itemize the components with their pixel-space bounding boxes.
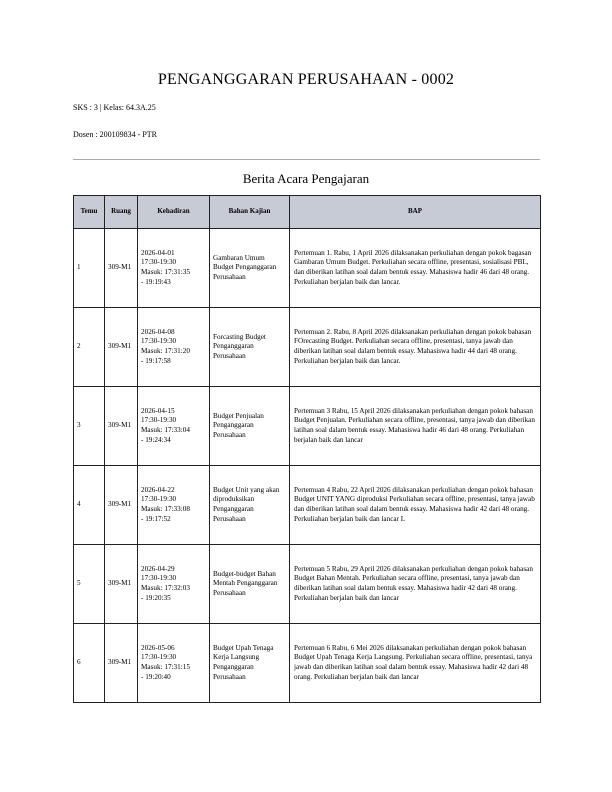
cell-kehadiran bbox=[138, 229, 210, 308]
cell-temu: 1 bbox=[74, 229, 105, 308]
cell-temu: 5 bbox=[74, 545, 105, 624]
check-in-text: Masuk: 17:32:03 bbox=[141, 584, 190, 592]
divider bbox=[73, 159, 540, 160]
schedule-text: 17:30-19:30 bbox=[141, 495, 177, 504]
page-title: PENGANGGARAN PERUSAHAAN - 0002 bbox=[157, 71, 455, 88]
cell-bap: Pertemuan 5 Rabu, 29 April 2026 dilaksanakan perkuliahan dengan pokok bahasan Budget Bahan Mentah. Perkuliahan secara offline, presentasi, tanya jawab dan diberikan latihan soal dalam bentuk essay. Mahasiswa hadir 42 dari 48 orang. Perkuliahan berjalan baik dan lancar bbox=[290, 545, 541, 624]
cell-temu: 3 bbox=[74, 387, 105, 466]
cell-ruang: 309-M1 bbox=[105, 308, 138, 387]
date-text: 2026-04-08 bbox=[141, 327, 175, 336]
schedule-text: 17:30-19:30 bbox=[141, 574, 177, 583]
cell-bahan-kajian: Budget Penjualan Penganggaran Perusahaan bbox=[210, 387, 290, 466]
check-in-text: Masuk: 17:31:20 bbox=[141, 347, 190, 355]
cell-ruang: 309-M1 bbox=[105, 545, 138, 624]
sks-class-info: SKS : 3 | Kelas: 64.3A.25 bbox=[73, 103, 156, 112]
table-row bbox=[74, 229, 541, 308]
date-text: 2026-04-22 bbox=[141, 485, 175, 494]
cell-ruang: 309-M1 bbox=[105, 466, 138, 545]
column-header-temu: Temu bbox=[74, 196, 105, 229]
table-header-row bbox=[74, 196, 541, 229]
schedule-text: 17:30-19:30 bbox=[141, 337, 177, 346]
check-in-text: Masuk: 17:33:08 bbox=[141, 505, 190, 513]
bap-table bbox=[73, 195, 541, 703]
cell-bap: Pertemuan 3 Rabu, 15 April 2026 dilaksanakan perkuliahan dengan pokok bahasan Budget Penjualan. Perkuliahan secara offline, presentasi, tanya jawab dan diberikan latihan soal dalam bentuk essay. Mahasiswa hadir 46 dari 48 orang. Perkuliahan berjalan baik dan lancar bbox=[290, 387, 541, 466]
check-out-text: - 19:19:43 bbox=[141, 277, 171, 286]
cell-bahan-kajian: Budget Unit yang akan diproduksikan Penganggaran Perusahaan bbox=[210, 466, 290, 545]
column-header-kehadiran: Kehadiran bbox=[138, 196, 210, 229]
cell-ruang: 309-M1 bbox=[105, 387, 138, 466]
table-row bbox=[74, 387, 541, 466]
cell-bap: Pertemuan 2. Rabu, 8 April 2026 dilaksanakan perkuliahan dengan pokok bahasan FOrecasting Budget. Perkuliahan secara offline, presentasi, tanya jawab dan diberikan latihan soal dalam bentuk essay. Mahasiswa hadir 44 dari 48 orang. Perkuliahan berjalan baik dan lancar. bbox=[290, 308, 541, 387]
cell-kehadiran bbox=[138, 466, 210, 545]
table-row bbox=[74, 466, 541, 545]
check-out-text: - 19:24:34 bbox=[141, 435, 171, 444]
cell-kehadiran bbox=[138, 545, 210, 624]
check-in-text: Masuk: 17:31:15 bbox=[141, 663, 190, 671]
table-row bbox=[74, 545, 541, 624]
column-header-bap: BAP bbox=[290, 196, 541, 229]
table-row bbox=[74, 308, 541, 387]
date-text: 2026-04-01 bbox=[141, 248, 175, 257]
check-out-text: - 19:17:58 bbox=[141, 356, 171, 365]
check-out-text: - 19:17:52 bbox=[141, 514, 171, 523]
date-text: 2026-04-15 bbox=[141, 406, 175, 415]
cell-bap: Pertemuan 6 Rabu, 6 Mei 2026 dilaksanakan perkuliahan dengan pokok bahasan Budget Upah Tenaga Kerja Langsung. Perkuliahan secara offline, presentasi, tanya jawab dan diberikan latihan soal dalam bentuk essay. Mahasiswa hadir 42 dari 48 orang. Perkuliahan berjalan baik dan lancar bbox=[290, 624, 541, 703]
cell-bahan-kajian: Budget Upah Tenaga Kerja Langsung Penganggaran Perusahaan bbox=[210, 624, 290, 703]
cell-temu: 6 bbox=[74, 624, 105, 703]
cell-temu: 2 bbox=[74, 308, 105, 387]
cell-bap: Pertemuan 1. Rabu, 1 April 2026 dilaksanakan perkuliahan dengan pokok bagasan Gambaran Umum Budget. Perkuliahan secara offline, presentasi, sosialisasi PBL, dan diberikan latihan soal dalam bentuk essay. Mahasiswa hadir 46 dari 48 orang. Perkuliahan berjalan baik dan lancar. bbox=[290, 229, 541, 308]
cell-ruang: 309-M1 bbox=[105, 229, 138, 308]
lecturer-info: Dosen : 200109834 - PTR bbox=[73, 130, 157, 139]
cell-bahan-kajian: Forcasting Budget Penganggaran Perusahaan bbox=[210, 308, 290, 387]
cell-bap: Pertemuan 4 Rabu, 22 April 2026 dilaksanakan perkuliahan dengan pokok bahasan Budget UNIT YANG diproduksi Perkuliahan secara offline, presentasi, tanya jawab dan diberikan latihan soal dalam bentuk essay. Mahasiswa hadir 42 dari 48 orang. Perkuliahan berjalan baik dan lancar L bbox=[290, 466, 541, 545]
schedule-text: 17:30-19:30 bbox=[141, 258, 177, 267]
schedule-text: 17:30-19:30 bbox=[141, 653, 177, 662]
section-title: Berita Acara Pengajaran bbox=[242, 171, 370, 186]
cell-kehadiran bbox=[138, 308, 210, 387]
column-header-bahan-kajian: Bahan Kajian bbox=[210, 196, 290, 229]
check-out-text: - 19:20:35 bbox=[141, 593, 171, 602]
cell-bahan-kajian: Budget-budget Bahan Mentah Penganggaran Perusahaan bbox=[210, 545, 290, 624]
column-header-ruang: Ruang bbox=[105, 196, 138, 229]
date-text: 2026-05-06 bbox=[141, 643, 175, 652]
schedule-text: 17:30-19:30 bbox=[141, 416, 177, 425]
cell-ruang: 309-M1 bbox=[105, 624, 138, 703]
check-out-text: - 19:20:40 bbox=[141, 672, 171, 681]
cell-temu: 4 bbox=[74, 466, 105, 545]
cell-kehadiran bbox=[138, 624, 210, 703]
check-in-text: Masuk: 17:33:04 bbox=[141, 426, 190, 434]
cell-bahan-kajian: Gambaran Umum Budget Penganggaran Perusahaan bbox=[210, 229, 290, 308]
check-in-text: Masuk: 17:31:35 bbox=[141, 268, 190, 276]
table-row bbox=[74, 624, 541, 703]
date-text: 2026-04-29 bbox=[141, 564, 175, 573]
cell-kehadiran bbox=[138, 387, 210, 466]
